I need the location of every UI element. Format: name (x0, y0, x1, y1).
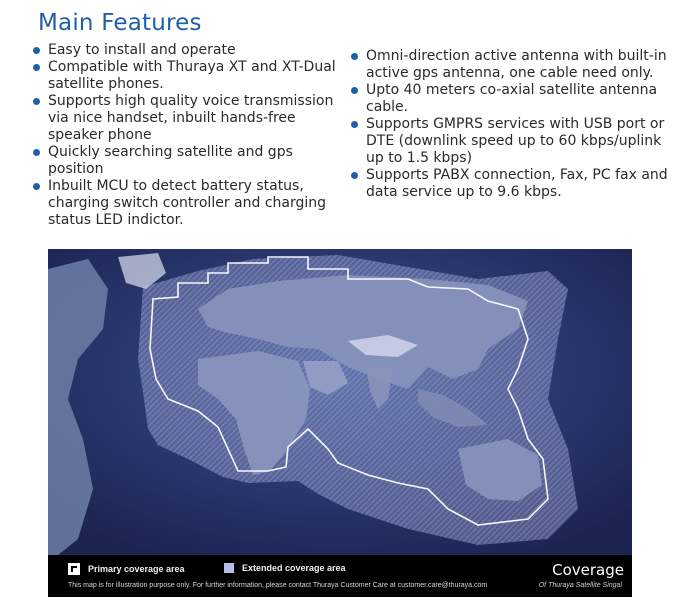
list-item (30, 93, 350, 144)
list-item (30, 59, 350, 93)
bullet-icon (33, 64, 40, 71)
world-map-image (48, 249, 632, 555)
coverage-title: Coverage (552, 561, 624, 579)
list-item (30, 42, 350, 59)
bullet-icon (351, 121, 358, 128)
feature-text: Upto 40 meters co-axial satellite antenna cable. (366, 82, 658, 115)
bullet-icon (351, 53, 358, 60)
feature-list-right (348, 48, 668, 201)
feature-text: Supports high quality voice transmission via nice handset, inbuilt hands-free speaker phone (48, 93, 334, 143)
feature-text: Easy to install and operate (48, 42, 236, 58)
list-item (348, 48, 668, 82)
disclaimer-text: This map is for illustration purpose only. For further information, please contact Thuraya Customer Care at customer.care@thuraya.com (68, 582, 488, 589)
list-item (30, 144, 350, 178)
coverage-subtitle: Of Thuraya Satellite Singal (538, 582, 622, 589)
list-item (348, 82, 668, 116)
feature-list-left (30, 42, 350, 229)
bullet-icon (33, 47, 40, 54)
coverage-map (48, 249, 632, 597)
legend-extended (224, 563, 346, 573)
legend-bar (48, 555, 632, 597)
bullet-icon (33, 149, 40, 156)
bullet-icon (33, 98, 40, 105)
primary-swatch-icon (68, 563, 80, 575)
feature-text: Supports PABX connection, Fax, PC fax and data service up to 9.6 kbps. (366, 167, 668, 200)
list-item (348, 167, 668, 201)
bullet-icon (351, 172, 358, 179)
page-title: Main Features (38, 10, 202, 36)
legend-extended-label: Extended coverage area (242, 563, 346, 573)
feature-text: Inbuilt MCU to detect battery status, charging switch controller and charging status LED indictor. (48, 178, 327, 228)
bullet-icon (33, 183, 40, 190)
feature-text: Compatible with Thuraya XT and XT-Dual satellite phones. (48, 59, 336, 92)
feature-text: Omni-direction active antenna with built-in active gps antenna, one cable need only. (366, 48, 667, 81)
list-item (30, 178, 350, 229)
feature-text: Supports GMPRS services with USB port or DTE (downlink speed up to 60 kbps/uplink up to 1.5 kbps) (366, 116, 665, 166)
bullet-icon (351, 87, 358, 94)
legend-primary-label: Primary coverage area (88, 564, 185, 574)
legend-primary (68, 563, 185, 575)
feature-text: Quickly searching satellite and gps position (48, 144, 293, 177)
list-item (348, 116, 668, 167)
extended-swatch-icon (224, 563, 234, 573)
